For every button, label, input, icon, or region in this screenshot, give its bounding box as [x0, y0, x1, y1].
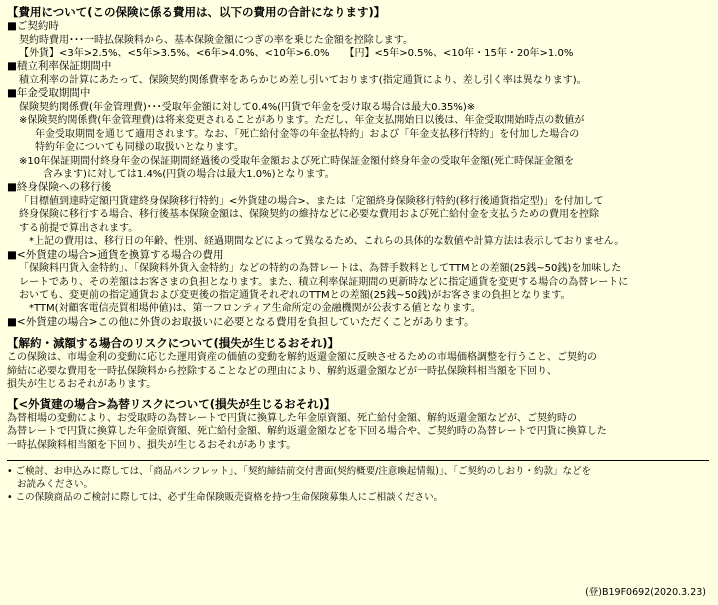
cancel-risk-text-1: この保険は、市場金利の変動に応じた運用資産の価値の変動を解約返還金額に反映させるための市場価格調整を行うこと、ご契約の [7, 352, 597, 364]
annuity-text-3: 年金受取期間を通じて適用されます。なお、「死亡給付金等の年金払特約」および「年金支払移行特約」を付加した場合の [35, 128, 580, 140]
cancel-risk-section [7, 335, 712, 391]
fx-cost-text-1: 「保険料円貨入金特約」、「保険料外貨入金特約」などの特約の為替レートは、為替手数料としてTTMとの差額(25銭~50銭)を加味した [19, 263, 622, 275]
accum-text-1: 積立利率の計算にあたって、保険契約関係費率をあらかじめ差し引いております(指定通貨により、差し引く率は異なります)。 [19, 75, 587, 86]
transfer-text-2: 終身保険に移行する場合、移行後基本保険金額は、保険契約の維持などに必要な費用および死亡給付金を支払うための費用を控除 [19, 209, 599, 221]
contract-text-1: 契約時費用･･･一時払保険料から、基本保険金額につぎの率を乗じた金額を控除します。 [19, 34, 413, 46]
annuity-text-6: 含みます)に対しては1.4%(円貨の場合は最大1.0%)となります。 [43, 169, 335, 181]
fx-risk-text-1: 為替相場の変動により、お受取時の為替レートで円貨に換算した年金原資額、死亡給付金額、解約返還金額などが、ご契約時の [7, 412, 577, 424]
fx-risk-text-2: 為替レートで円貨に換算した年金原資額、死亡給付金額、解約返還金額などを下回る場合や、ご契約時の為替レートで円貨に換算した [7, 426, 607, 438]
annuity-text-5: ※10年保証期間付終身年金の保証期間経過後の受取年金額および死亡時保証金額付終身年金の受取年金額(死亡時保証金額を [19, 155, 575, 167]
annuity-text-4: 特約年金についても同様の取扱いとなります。 [35, 142, 244, 154]
footer-note-2: • この保険商品のご検討に際しては、必ず生命保険販売資格を持つ生命保険募集人にご相談ください。 [7, 491, 444, 503]
footer-notes [7, 465, 712, 504]
fx-cost-text-2: レートであり、その差額はお客さまの負担となります。また、積立利率保証期間の更新時などに指定通貨を変更する場合の為替レートに [19, 276, 629, 288]
cancel-risk-heading: 【解約・減額する場合のリスクについて(損失が生じるおそれ)】 [7, 336, 340, 351]
contract-text-2: 【外貨】<3年>2.5%、<5年>3.5%、<6年>4.0%、<10年>6.0% 【円】<5年>0.5%、<10年・15年・20年>1.0% [19, 48, 574, 59]
transfer-title: ■終身保険への移行後 [7, 181, 112, 194]
annuity-text-1: 保険契約関係費(年金管理費)･･･受取年金額に対して0.4%(円貨で年金を受け取る場合は最大0.35%)※ [19, 102, 476, 113]
divider [7, 460, 709, 461]
cost-section [7, 4, 712, 329]
fx-other-cost: ■<外貨建の場合>この他に外貨のお取扱いに必要となる費用を負担していただくことがあります。 [7, 315, 475, 328]
annuity-title: ■年金受取期間中 [7, 87, 91, 100]
registration-code: (登)B19F0692(2020.3.23) [585, 587, 706, 598]
footer-note-1: • ご検討、お申込みに際しては、「商品パンフレット」、「契約締結前交付書面(契約概要/注意喚起情報)」、「ご契約のしおり・約款」などを [7, 465, 592, 477]
cancel-risk-text-3: 損失が生じるおそれがあります。 [7, 379, 157, 391]
fx-risk-section [7, 396, 712, 452]
fx-cost-title: ■<外貨建の場合>通貨を換算する場合の費用 [7, 248, 224, 261]
cost-heading: 【費用について(この保険に係る費用は、以下の費用の合計になります)】 [7, 5, 386, 19]
transfer-text-1: 「目標値到達時定額円貨建終身保険移行特約」<外貨建の場合>、または「定額終身保険移行特約(移行後通貨指定型)」を付加して [19, 196, 604, 208]
fx-risk-text-3: 一時払保険料相当額を下回り、損失が生じるおそれがあります。 [7, 439, 297, 451]
accum-title: ■積立利率保証期間中 [7, 60, 112, 73]
transfer-text-3: する前提で算出されます。 [19, 222, 139, 234]
fx-cost-text-4: *TTM(対顧客電信売買相場仲値)は、第一フロンティア生命所定の金融機関が公表する値となります。 [29, 303, 481, 315]
cancel-risk-text-2: 締結に必要な費用を一時払保険料から控除することなどの理由により、解約返還金額などが一時払保険料相当額を下回り、 [7, 365, 557, 377]
contract-title: ■ご契約時 [7, 20, 59, 32]
annuity-text-2: ※保険契約関係費(年金管理費)は将来変更されることがあります。ただし、年金支払開始日以後は、年金受取開始時点の数値が [19, 115, 585, 127]
fx-risk-heading: 【<外貨建の場合>為替リスクについて(損失が生じるおそれ)】 [7, 396, 336, 411]
footer-note-1-cont: お読みください。 [17, 478, 94, 490]
fx-cost-text-3: おいても、変更前の指定通貨および変更後の指定通貨それぞれのTTMとの差額(25銭~50銭)がお客さまの負担となります。 [19, 290, 571, 302]
transfer-text-4: *上記の費用は、移行日の年齢、性別、経過期間などによって異なるため、これらの具体的な数値や計算方法は表示しておりません。 [29, 236, 625, 248]
